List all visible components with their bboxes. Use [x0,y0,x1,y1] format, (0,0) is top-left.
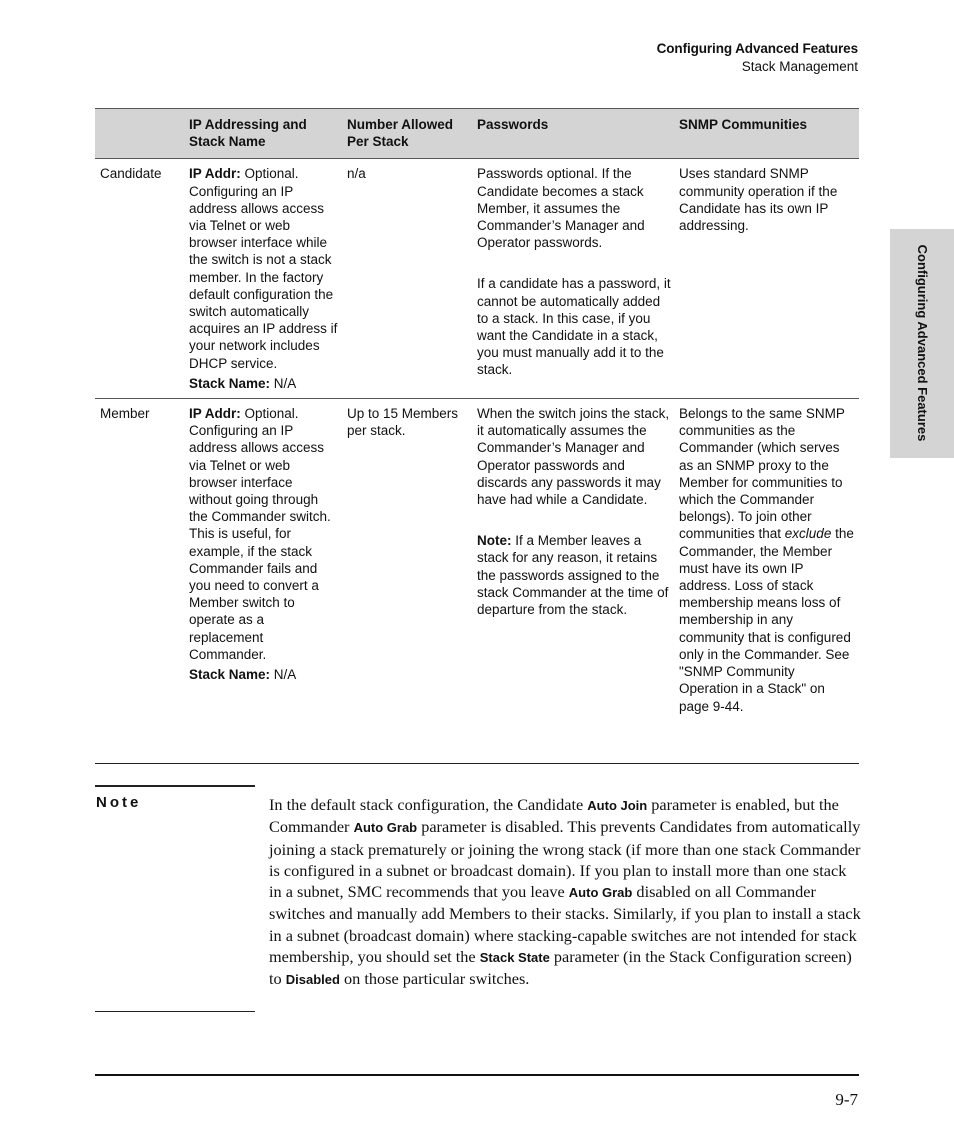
table-row [95,399,859,721]
snmp-cell [675,159,859,399]
ip-addr-label: IP Addr: [189,406,241,422]
header-cell-ip-addressing: IP Addressing and Stack Name [185,109,343,159]
role-cell: Candidate [95,159,185,399]
header-cell-number-allowed: Number Allowed Per Stack [343,109,473,159]
note-text: parameter (in the Stack Configuration screen) to [269,947,852,989]
number-allowed-cell: Up to 15 Members per stack. [347,406,459,439]
role-cell: Member [100,406,150,422]
note-bottom-rule [95,1011,255,1012]
note-text: parameter is disabled. This prevents Candidates from automatically joining a stack prematurely or joining the wrong stack (if more than one stack Commander is configured in a subnet or broadcast domain). If you plan to install more than one stack in a subnet, SMC recommends that you leave [269,817,861,902]
chapter-side-tab [890,229,954,458]
stack-name-value: N/A [270,375,297,391]
passwords-cell [473,399,675,721]
stack-name-value: N/A [270,667,297,683]
header-cell-role [95,109,185,159]
keyword-stack-state: Stack State [479,950,550,966]
footer-rule [95,1074,859,1076]
ip-addressing-cell [185,159,343,399]
note-inline-label: Note: [477,533,512,549]
passwords-text: When the switch joins the stack, it automatically assumes the Commander’s Manager and Operator passwords and discards any passwords it may have had while a Candidate. [477,406,670,508]
passwords-text-2: If a candidate has a password, it cannot be automatically added to a stack. In this case, if you want the Candidate in a stack, you must manually add it to the stack. [477,276,671,378]
note-label: Note [96,794,142,811]
chapter-title: Configuring Advanced Features [656,41,858,56]
keyword-auto-join: Auto Join [587,798,648,813]
note-text: disabled on all Commander switches and manually add Members to their stacks. Similarly, if you plan to install a stack in a subnet (broadcast domain) where stacking-capable switches are not intended for stack membership, you should set the [269,882,861,967]
ip-addr-text: Optional. Configuring an IP address allows access via Telnet or web browser interface while the switch is not a stack member. In the factory default configuration the switch automatically acquires an IP address if your network includes DHCP service. [189,166,338,371]
note-top-rule [95,763,859,764]
snmp-text-2: the Commander, the Member must have its own IP address. Loss of stack membership means loss of membership in any community that is configured only in the Commander. See "SNMP Community Operation in a Stack" on page 9-44. [679,526,854,714]
snmp-emphasis: exclude [784,526,832,542]
section-title: Stack Management [741,59,858,74]
passwords-text-2: If a Member leaves a stack for any reason, it retains the passwords assigned to the stack Commander at the time of departure from the stack. [477,533,669,618]
snmp-text: Belongs to the same SNMP communities as the Commander (which serves as an SNMP proxy to the Member for communities to which the Commander belongs). To join other communities that [679,406,845,542]
table-row [95,159,859,399]
number-allowed-cell: n/a [343,159,473,399]
ip-addressing-cell [185,399,343,721]
keyword-disabled: Disabled [285,972,340,988]
header-cell-snmp: SNMP Communities [675,109,859,159]
keyword-auto-grab: Auto Grab [353,820,418,836]
note-text: In the default stack configuration, the Candidate [269,795,588,814]
passwords-cell [473,159,675,399]
snmp-text: Uses standard SNMP community operation if the Candidate has its own IP addressing. [679,166,838,234]
keyword-auto-grab: Auto Grab [568,885,633,901]
ip-addr-text: Optional. Configuring an IP address allows access via Telnet or web browser interface without going through the Commander switch. This is useful, for example, if the stack Commander fails and you need to convert a Member switch to operate as a replacement Commander. [189,406,331,662]
page-number: 9-7 [835,1090,858,1109]
stack-name-label: Stack Name: [189,375,271,391]
stack-roles-table [95,108,859,721]
side-tab-label: Configuring Advanced Features [915,244,930,442]
note-text: parameter is enabled, but the Commander [269,795,839,837]
passwords-text: Passwords optional. If the Candidate becomes a stack Member, it assumes the Commander’s Manager and Operator passwords. [477,166,645,251]
snmp-cell [675,399,859,721]
ip-addr-label: IP Addr: [189,166,241,182]
note-label-rule [95,785,255,787]
stack-name-label: Stack Name: [189,667,271,683]
note-body [269,794,861,991]
table-header-row [95,109,859,159]
header-cell-passwords: Passwords [473,109,675,159]
note-text: on those particular switches. [339,969,530,989]
